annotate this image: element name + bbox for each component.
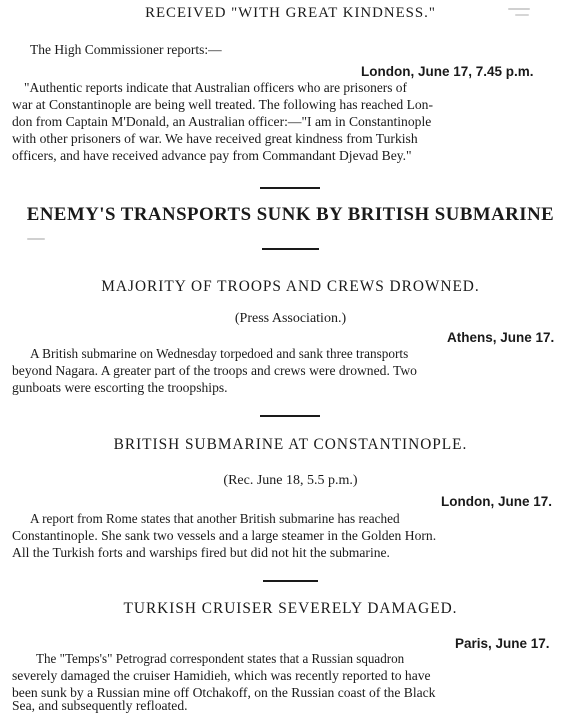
section-divider [263, 580, 318, 582]
article2-dateline: Athens, June 17. [447, 330, 555, 345]
article4-body-line: been sunk by a Russian mine off Otchakoff, on the Russian coast of the Black [12, 685, 436, 700]
article3-headline: BRITISH SUBMARINE AT CONSTANTINOPLE. [113, 436, 468, 453]
article2-body-line: gunboats were escorting the troopships. [12, 380, 228, 395]
article1-body-line: officers, and have received advance pay from Commandant Djevad Bey." [12, 148, 412, 163]
print-speck [27, 238, 45, 240]
section-divider [262, 248, 319, 250]
article3-dateline: London, June 17. [441, 494, 553, 509]
article3-body-line: Constantinople. She sank two vessels and a large steamer in the Golden Horn. [12, 528, 437, 543]
section-divider [260, 415, 320, 417]
article3-credit: (Rec. June 18, 5.5 p.m.) [223, 473, 358, 488]
article1-body-line: don from Captain M'Donald, an Australian officer:—"I am in Constantinople [12, 114, 432, 129]
article2-credit: (Press Association.) [234, 311, 347, 326]
article4-body-line: Sea, and subsequently refloated. [12, 698, 188, 713]
article3-body-line: All the Turkish forts and warships fired but did not hit the submarine. [12, 545, 390, 560]
main-headline: ENEMY'S TRANSPORTS SUNK BY BRITISH SUBMARINE [26, 204, 555, 225]
article4-headline: TURKISH CRUISER SEVERELY DAMAGED. [123, 600, 458, 617]
article4-body-line: The "Temps's" Petrograd correspondent states that a Russian squadron [36, 651, 405, 666]
article1-headline: RECEIVED "WITH GREAT KINDNESS." [145, 5, 436, 21]
article1-body-line: war at Constantinople are being well treated. The following has reached Lon- [12, 97, 434, 112]
article1-dateline: London, June 17, 7.45 p.m. [361, 64, 534, 79]
article2-body-line: beyond Nagara. A greater part of the troops and crews were drowned. Two [12, 363, 417, 378]
section-divider [260, 187, 320, 189]
article4-dateline: Paris, June 17. [455, 636, 550, 651]
article2-headline: MAJORITY OF TROOPS AND CREWS DROWNED. [101, 278, 480, 295]
article4-body-line: severely damaged the cruiser Hamidieh, which was recently reported to have [12, 668, 431, 683]
article2-body-line: A British submarine on Wednesday torpedoed and sank three transports [30, 346, 409, 361]
article1-intro: The High Commissioner reports:— [30, 42, 222, 57]
article1-body-line: with other prisoners of war. We have received great kindness from Turkish [12, 131, 418, 146]
article1-body-line: "Authentic reports indicate that Australian officers who are prisoners of [24, 80, 407, 95]
article3-body-line: A report from Rome states that another British submarine has reached [30, 511, 400, 526]
